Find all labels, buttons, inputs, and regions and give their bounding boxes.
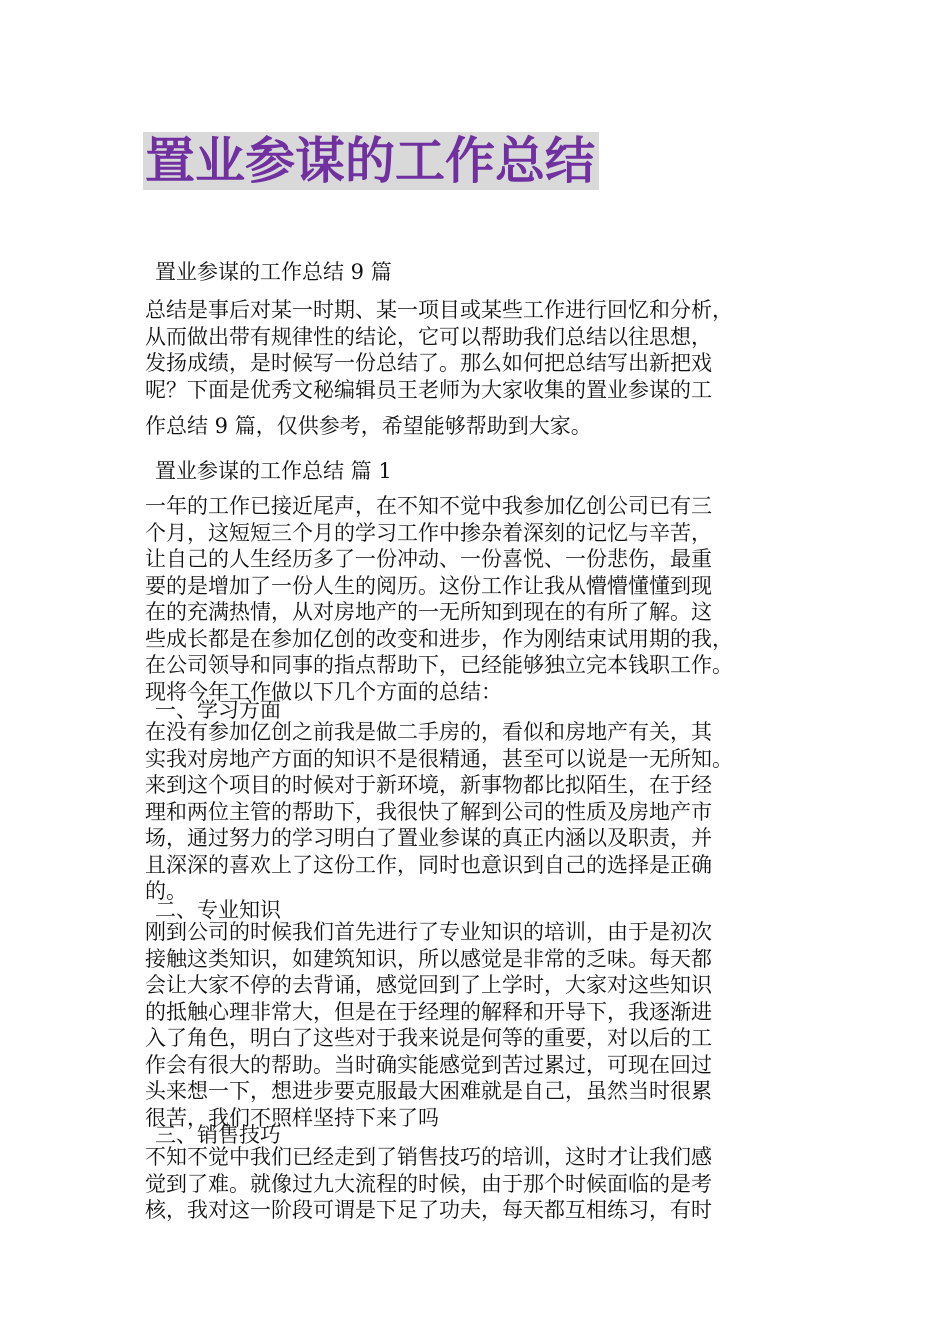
body-line: 要的是增加了一份人生的阅历。这份工作让我从懵懵懂懂到现 xyxy=(145,573,712,598)
body-line: 的抵触心理非常大，但是在于经理的解释和开导下，我逐渐进 xyxy=(145,999,712,1024)
section-paragraph-knowledge xyxy=(145,919,810,1131)
intro-line: 发扬成绩，是时候写一份总结了。那么如何把总结写出新把戏 xyxy=(145,351,712,375)
body-line: 个月，这短短三个月的学习工作中掺杂着深刻的记忆与辛苦， xyxy=(145,520,712,545)
body-line: 核，我对这一阶段可谓是下足了功夫，每天都互相练习，有时 xyxy=(145,1198,712,1222)
collection-heading: 置业参谋的工作总结 9 篇 xyxy=(155,260,392,284)
intro-paragraph xyxy=(145,297,810,440)
body-line: 理和两位主管的帮助下，我很快了解到公司的性质及房地产市 xyxy=(145,799,712,824)
intro-line: 作总结 9 篇，仅供参考，希望能够帮助到大家。 xyxy=(145,414,592,438)
body-line: 接触这类知识，如建筑知识，所以感觉是非常的乏味。每天都 xyxy=(145,946,712,971)
body-line: 不知不觉中我们已经走到了销售技巧的培训，这时才让我们感 xyxy=(145,1145,712,1169)
body-paragraph-1 xyxy=(145,493,810,705)
body-line: 些成长都是在参加亿创的改变和进步，作为刚结束试用期的我， xyxy=(145,626,733,651)
section-paragraph-study xyxy=(145,719,810,905)
body-line: 实我对房地产方面的知识不是很精通，甚至可以说是一无所知。 xyxy=(145,746,733,771)
body-line: 且深深的喜欢上了这份工作，同时也意识到自己的选择是正确 xyxy=(145,852,712,877)
intro-line: 总结是事后对某一时期、某一项目或某些工作进行回忆和分析， xyxy=(145,298,733,322)
section-heading-study: 一、学习方面 xyxy=(155,698,281,722)
body-line: 会让大家不停的去背诵，感觉回到了上学时，大家对这些知识 xyxy=(145,973,712,997)
body-line: 很苦，我们不照样坚持下来了吗 xyxy=(145,1105,439,1130)
document-title: 置业参谋的工作总结 xyxy=(143,132,599,190)
intro-line: 从而做出带有规律性的结论，它可以帮助我们总结以往思想， xyxy=(145,324,712,349)
body-line: 作会有很大的帮助。当时确实能感觉到苦过累过，可现在回过 xyxy=(145,1052,712,1077)
body-line: 场，通过努力的学习明白了置业参谋的真正内涵以及职责，并 xyxy=(145,826,712,850)
section-heading-knowledge: 二、专业知识 xyxy=(155,898,281,922)
body-line: 一年的工作已接近尾声，在不知不觉中我参加亿创公司已有三 xyxy=(145,494,712,518)
body-line: 觉到了难。就像过九大流程的时候，由于那个时候面临的是考 xyxy=(145,1171,712,1196)
chapter-heading: 置业参谋的工作总结 篇 1 xyxy=(155,459,392,483)
body-line: 现将今年工作做以下几个方面的总结： xyxy=(145,679,502,704)
body-line: 头来想一下，想进步要克服最大困难就是自己，虽然当时很累 xyxy=(145,1079,712,1103)
body-line: 入了角色，明白了这些对于我来说是何等的重要，对以后的工 xyxy=(145,1026,712,1050)
body-line: 来到这个项目的时候对于新环境，新事物都比拟陌生，在于经 xyxy=(145,773,712,797)
section-heading-sales: 三、销售技巧 xyxy=(155,1123,281,1147)
body-line: 刚到公司的时候我们首先进行了专业知识的培训，由于是初次 xyxy=(145,920,712,944)
body-line: 在没有参加亿创之前我是做二手房的，看似和房地产有关，其 xyxy=(145,720,712,744)
body-line: 的。 xyxy=(145,879,187,903)
section-paragraph-sales xyxy=(145,1144,810,1224)
body-line: 在公司领导和同事的指点帮助下，已经能够独立完本钱职工作。 xyxy=(145,653,733,677)
body-line: 让自己的人生经历多了一份冲动、一份喜悦、一份悲伤，最重 xyxy=(145,547,712,571)
intro-line: 呢？下面是优秀文秘编辑员王老师为大家收集的置业参谋的工 xyxy=(145,377,712,402)
body-line: 在的充满热情，从对房地产的一无所知到现在的有所了解。这 xyxy=(145,600,712,624)
